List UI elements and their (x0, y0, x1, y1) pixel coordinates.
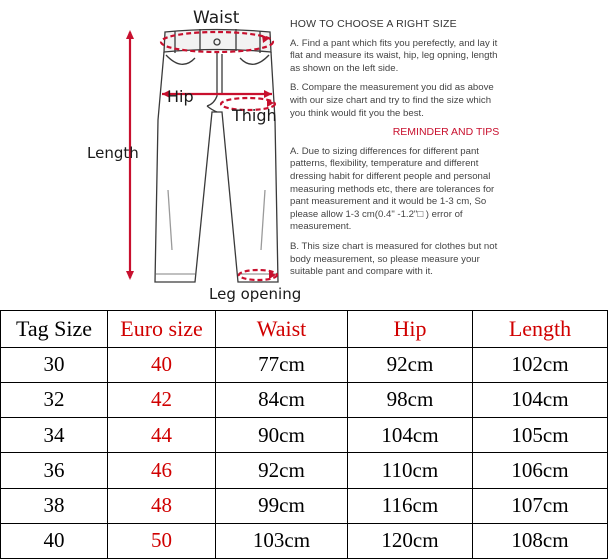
table-row (1, 382, 608, 417)
hip-cell: 116cm (348, 488, 473, 523)
leg-opening-label: Leg opening (209, 285, 302, 303)
guide-line: A. Find a pant which fits you perefectly, and lay it (290, 37, 498, 49)
guide-line: B. Compare the measurement you did as above (290, 82, 494, 94)
table-row (1, 453, 608, 488)
hip-cell: 92cm (348, 347, 473, 382)
tip-line: please allow 1-3 cm(0.4" -1.2"□ ) error of (290, 208, 463, 220)
waist-cell: 77cm (216, 347, 348, 382)
euro-size-cell: 48 (108, 488, 216, 523)
length-cell: 106cm (473, 453, 608, 488)
hip-cell: 120cm (348, 523, 473, 558)
length-label: Length (87, 144, 139, 162)
size-instructions (290, 18, 602, 279)
tag-size-cell: 34 (1, 418, 108, 453)
tip-line: measurement. (290, 221, 352, 233)
tag-size-cell: 36 (1, 453, 108, 488)
length-cell: 107cm (473, 488, 608, 523)
table-row (1, 488, 608, 523)
waist-cell: 92cm (216, 453, 348, 488)
tag-size-cell: 32 (1, 382, 108, 417)
hip-cell: 104cm (348, 418, 473, 453)
tip-line: suitable pant and compare with it. (290, 266, 433, 278)
tip-a (290, 146, 602, 234)
length-cell: 108cm (473, 523, 608, 558)
waist-cell: 90cm (216, 418, 348, 453)
tag-size-cell: 40 (1, 523, 108, 558)
length-cell: 102cm (473, 347, 608, 382)
tip-line: A. Due to sizing differences for different pant (290, 145, 479, 157)
header-hip: Hip (348, 311, 473, 348)
table-row (1, 418, 608, 453)
waist-cell: 84cm (216, 382, 348, 417)
waist-cell: 103cm (216, 523, 348, 558)
euro-size-cell: 40 (108, 347, 216, 382)
reminder-heading: REMINDER AND TIPS (392, 126, 500, 139)
tip-line: patterns, flexibility, temperature and different (290, 158, 479, 170)
header-waist: Waist (216, 311, 348, 348)
guide-line: you think would fit you the best. (290, 107, 424, 119)
table-row (1, 523, 608, 558)
tip-line: body measurement, so please measure your (290, 253, 480, 265)
table-row (1, 347, 608, 382)
table-header-row (1, 311, 608, 348)
tip-line: dressing habit for different people and personal (290, 170, 491, 182)
tip-b (290, 241, 602, 279)
hip-cell: 110cm (348, 453, 473, 488)
tag-size-cell: 38 (1, 488, 108, 523)
thigh-label: Thigh (232, 106, 277, 125)
guide-paragraph-a (290, 38, 602, 76)
header-euro-size: Euro size (108, 311, 216, 348)
pants-diagram (0, 0, 300, 310)
euro-size-cell: 50 (108, 523, 216, 558)
length-cell: 104cm (473, 382, 608, 417)
tip-line: measuring methods etc, there are tolerances for (290, 183, 495, 195)
guide-line: with our size chart and try to find the size which (290, 94, 492, 106)
hip-cell: 98cm (348, 382, 473, 417)
euro-size-cell: 42 (108, 382, 216, 417)
hip-label: Hip (167, 87, 194, 106)
header-tag-size: Tag Size (1, 311, 108, 348)
header-length: Length (473, 311, 608, 348)
guide-line: flat and measure its waist, hip, leg opning, length (290, 50, 498, 62)
guide-line: as shown on the left side. (290, 62, 399, 74)
pants-illustration (0, 0, 300, 310)
guide-heading: HOW TO CHOOSE A RIGHT SIZE (290, 18, 457, 30)
length-cell: 105cm (473, 418, 608, 453)
tag-size-cell: 30 (1, 347, 108, 382)
euro-size-cell: 46 (108, 453, 216, 488)
size-chart-table (0, 310, 608, 559)
guide-paragraph-b (290, 82, 602, 120)
tip-line: pant measurement and it would be 1-3 cm, So (290, 196, 487, 208)
euro-size-cell: 44 (108, 418, 216, 453)
waist-label: Waist (193, 8, 240, 28)
tip-line: B. This size chart is measured for clothes but not (290, 240, 498, 252)
waist-cell: 99cm (216, 488, 348, 523)
